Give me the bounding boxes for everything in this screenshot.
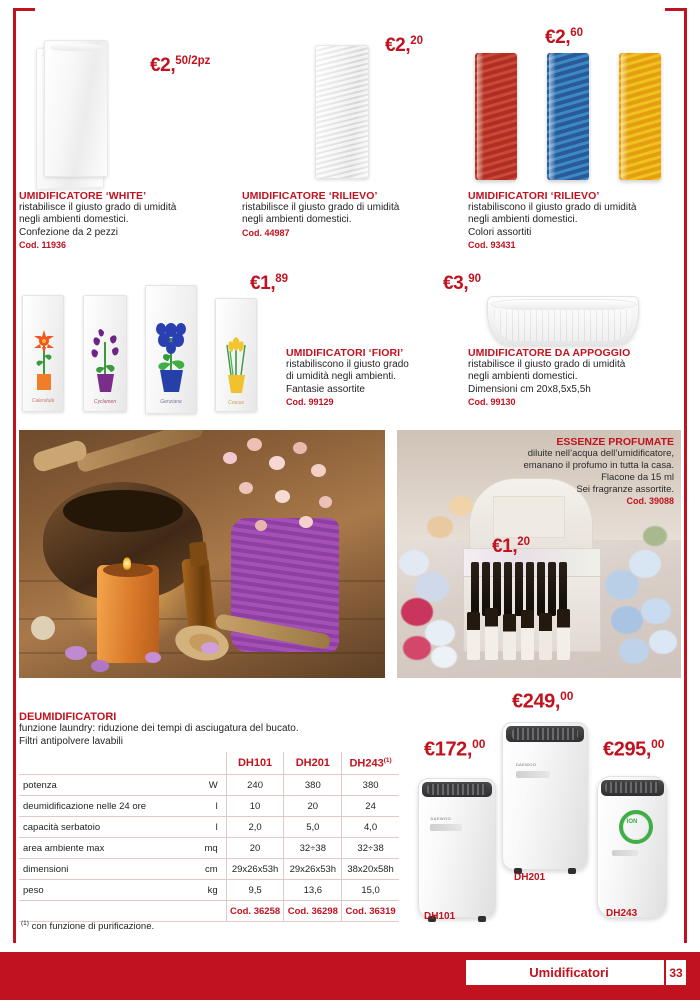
price-decimal-value: 00 <box>472 737 486 751</box>
price-euro-value: €249, <box>512 690 561 713</box>
table-row <box>19 880 399 901</box>
dh-brand-logo: DAEWOO <box>430 815 452 821</box>
product-code: Cod. 99130 <box>468 396 516 407</box>
product-code: Cod. 36298 <box>284 901 342 922</box>
model-name: DH201 <box>295 757 330 769</box>
price-umidificatore-rilievo <box>385 35 423 57</box>
product-block-umidificatori-fiori <box>286 347 456 407</box>
product-label-dh243: DH243 <box>606 908 638 919</box>
spec-name: deumidificazione nelle 24 ore <box>23 800 147 812</box>
svg-text:Calendula: Calendula <box>31 398 55 404</box>
tray-rim <box>491 299 637 310</box>
table-header-dh243 <box>342 752 399 775</box>
product-desc-line-3: Confezione da 2 pezzi <box>19 226 118 238</box>
price-decimal-value: 00 <box>651 737 665 751</box>
product-image-umidificatore-rilievo <box>315 45 369 179</box>
price-decimal-value: 90 <box>468 272 482 285</box>
essences-title: ESSENZE PROFUMATE <box>556 436 674 448</box>
price-essenze-profumate <box>492 536 530 558</box>
bowl-inner-shape <box>63 490 183 532</box>
spec-value: 20 <box>226 838 284 859</box>
product-block-umidificatore-rilievo <box>242 190 457 238</box>
table-row <box>19 838 399 859</box>
dh-vent-grille <box>512 728 577 740</box>
product-code: Cod. 36258 <box>226 901 284 922</box>
price-dh101 <box>424 738 485 761</box>
footer-section-title: Umidificatori <box>529 965 609 980</box>
product-desc-line-3: Colori assortiti <box>468 226 532 238</box>
dehumidifier-spec-table <box>19 752 399 922</box>
spec-value: 9,5 <box>226 880 284 901</box>
product-label-dh201: DH201 <box>514 872 546 883</box>
essences-line-4: Sei fragranze assortite. <box>576 484 674 495</box>
price-decimal-value: 00 <box>560 689 574 703</box>
price-euro-value: €172, <box>424 738 473 761</box>
price-decimal-value: 50/2pz <box>175 54 211 67</box>
price-decimal-value: 20 <box>517 535 531 548</box>
product-image-dh101 <box>418 778 496 918</box>
table-header-row <box>19 752 399 775</box>
frame-border-right <box>684 8 687 943</box>
section-title: DEUMIDIFICATORI <box>19 711 117 723</box>
spec-name: capacità serbatoio <box>23 821 101 833</box>
model-name: DH101 <box>237 757 273 769</box>
spec-value: 4,0 <box>342 817 399 838</box>
product-image-fiori-2 <box>83 295 127 412</box>
spec-value: 240 <box>226 775 284 796</box>
dh-body <box>418 778 496 918</box>
product-title: UMIDIFICATORI ‘FIORI’ <box>286 347 404 359</box>
table-header-dh201 <box>284 752 342 775</box>
tray-ribs <box>494 310 632 341</box>
product-code: Cod. 99129 <box>286 396 334 407</box>
product-code: Cod. 93431 <box>468 239 516 250</box>
product-title: UMIDIFICATORE DA APPOGGIO <box>468 347 631 359</box>
spec-value: 5,0 <box>284 817 342 838</box>
product-desc-line-3: Fantasie assortite <box>286 383 365 395</box>
product-image-dh201 <box>502 722 588 870</box>
candle-shape <box>97 565 159 663</box>
model-name: DH243 <box>349 757 384 770</box>
spec-value: 13,6 <box>284 880 342 901</box>
mallet-shape <box>75 430 204 474</box>
product-desc-line-1: ristabiliscono il giusto grado di umidità <box>468 202 637 213</box>
footnote-marker: (1) <box>21 920 29 927</box>
price-decimal-value: 20 <box>410 34 424 47</box>
essences-line-3: Flacone da 15 ml <box>601 472 674 483</box>
spec-unit: mq <box>204 842 218 854</box>
price-umidificatori-fiori <box>250 273 288 295</box>
footnote-text: con funzione di purificazione. <box>28 921 155 933</box>
price-euro-value: €2, <box>150 55 176 76</box>
product-block-umidificatore-white <box>19 190 234 250</box>
product-desc-line-2: di umidità negli ambienti. <box>286 371 397 383</box>
price-euro-value: €295, <box>603 738 652 761</box>
price-umidificatore-white <box>150 55 210 77</box>
svg-text:Genziana: Genziana <box>160 399 182 405</box>
flower-calendula-icon <box>23 296 63 411</box>
product-title: UMIDIFICATORE ‘RILIEVO’ <box>242 190 378 202</box>
section-subtitle-1: funzione laundry: riduzione dei tempi di asciugatura del bucato. <box>19 723 299 734</box>
gloss-overlay <box>477 53 485 180</box>
spec-value: 32÷38 <box>342 838 399 859</box>
spec-value: 29x26x53h <box>226 859 284 880</box>
flower-crocus-icon <box>216 299 256 411</box>
dh-caster <box>568 868 576 874</box>
svg-text:Crocus: Crocus <box>228 400 244 406</box>
candle-flame-shape <box>123 557 131 570</box>
dried-flowers-group <box>215 434 365 546</box>
product-desc-line-1: ristabilisce il giusto grado di umidità <box>19 202 177 213</box>
price-umidificatori-rilievo <box>545 27 583 49</box>
essences-line-1: diluite nell’acqua dell’umidificatore, <box>527 448 674 459</box>
product-title: UMIDIFICATORI ‘RILIEVO’ <box>468 190 600 202</box>
product-image-rilievo-red <box>475 53 517 180</box>
spec-unit: kg <box>207 884 218 896</box>
spec-value: 20 <box>284 796 342 817</box>
dh-vent-grille <box>427 784 486 795</box>
spec-value: 29x26x53h <box>284 859 342 880</box>
footer-title-plate <box>466 960 672 985</box>
oil-bottle-neck-shape <box>189 541 208 567</box>
bottles-front-row <box>467 602 599 660</box>
frame-border-top-left <box>13 8 35 11</box>
flower-cyclamen-icon <box>84 296 126 411</box>
product-code: Cod. 36319 <box>342 901 399 922</box>
spec-value: 15,0 <box>342 880 399 901</box>
product-image-fiori-1 <box>22 295 64 412</box>
product-image-dh243 <box>597 776 667 918</box>
dh-control-panel <box>430 824 461 831</box>
spec-unit: cm <box>205 863 218 875</box>
spec-name: dimensioni <box>23 863 69 875</box>
price-decimal-value: 60 <box>570 26 584 39</box>
dehumidifier-section-header <box>19 711 419 748</box>
spec-unit: l <box>215 800 218 812</box>
essences-text-block <box>408 436 674 506</box>
dh-indicator-label: ION <box>626 819 638 825</box>
dh-brand-logo: DAEWOO <box>515 761 537 767</box>
product-label-dh101: DH101 <box>424 911 456 922</box>
product-desc-line-2: negli ambienti domestici. <box>468 371 578 383</box>
table-header-dh101 <box>226 752 284 775</box>
product-desc-line-1: ristabiliscono il giusto grado <box>286 359 409 370</box>
essences-line-2: emanano il profumo in tutta la casa. <box>523 460 674 471</box>
frame-border-left <box>13 8 16 943</box>
table-row <box>19 775 399 796</box>
price-euro-value: €2, <box>385 35 411 56</box>
dh-caster <box>478 916 486 922</box>
flower-genziana-icon <box>146 286 196 413</box>
product-block-umidificatore-appoggio <box>468 347 688 407</box>
table-footnote <box>21 920 154 932</box>
price-euro-value: €2, <box>545 27 571 48</box>
price-decimal-value: 89 <box>275 272 289 285</box>
product-block-umidificatori-rilievo <box>468 190 688 250</box>
price-dh243 <box>603 738 664 761</box>
gloss-overlay <box>549 53 557 180</box>
product-desc-line-2: negli ambienti domestici. <box>242 214 352 226</box>
product-image-rilievo-yellow <box>619 53 661 180</box>
frame-border-top-right <box>665 8 687 11</box>
spec-unit: l <box>215 821 218 833</box>
spec-value: 32÷38 <box>284 838 342 859</box>
product-title: UMIDIFICATORE ‘WHITE’ <box>19 190 147 202</box>
spec-value: 380 <box>284 775 342 796</box>
spec-value: 380 <box>342 775 399 796</box>
dh-control-panel <box>516 771 550 778</box>
product-image-umidificatore-appoggio <box>487 296 639 346</box>
page-number: 33 <box>664 960 686 985</box>
table-row <box>19 796 399 817</box>
product-image-fiori-3 <box>145 285 197 414</box>
spec-value: 10 <box>226 796 284 817</box>
footnote-marker: (1) <box>383 756 392 764</box>
dh-control-panel <box>612 850 637 856</box>
dh-body <box>502 722 588 870</box>
product-desc-line-2: negli ambienti domestici. <box>19 214 129 226</box>
price-umidificatore-appoggio <box>443 273 481 295</box>
spec-name: area ambiente max <box>23 842 105 854</box>
spec-name: peso <box>23 884 44 896</box>
dh-vent-grille <box>605 782 658 793</box>
product-image-fiori-4 <box>215 298 257 412</box>
price-euro-value: €3, <box>443 273 469 294</box>
table-row <box>19 817 399 838</box>
product-desc-line-1: ristabilisce il giusto grado di umidità <box>468 359 626 370</box>
product-desc-line-3: Dimensioni cm 20x8,5x5,5h <box>468 383 591 395</box>
product-desc-line-2: negli ambienti domestici. <box>468 214 578 226</box>
stone-shape <box>31 616 55 640</box>
spec-name: potenza <box>23 779 57 791</box>
section-subtitle-2: Filtri antipolvere lavabili <box>19 735 123 747</box>
product-code: Cod. 11936 <box>19 239 67 250</box>
dh-body <box>597 776 667 918</box>
product-image-umidificatore-white-front <box>44 40 108 177</box>
spec-value: 2,0 <box>226 817 284 838</box>
essences-code: Cod. 39088 <box>626 496 674 506</box>
spec-value: 24 <box>342 796 399 817</box>
product-code: Cod. 44987 <box>242 227 290 238</box>
photo-spa-aromatherapy <box>19 430 385 678</box>
price-euro-value: €1, <box>492 536 518 557</box>
gloss-overlay <box>621 53 629 180</box>
spec-value: 38x20x58h <box>342 859 399 880</box>
dh-indicator-ring <box>619 810 653 844</box>
price-dh201 <box>512 690 573 713</box>
table-row <box>19 859 399 880</box>
product-desc-line-1: ristabilisce il giusto grado di umidità <box>242 202 400 213</box>
product-image-rilievo-blue <box>547 53 589 180</box>
svg-text:Cyclamen: Cyclamen <box>93 399 117 405</box>
price-euro-value: €1, <box>250 273 276 294</box>
table-code-row <box>19 901 399 922</box>
spec-unit: W <box>208 779 218 791</box>
